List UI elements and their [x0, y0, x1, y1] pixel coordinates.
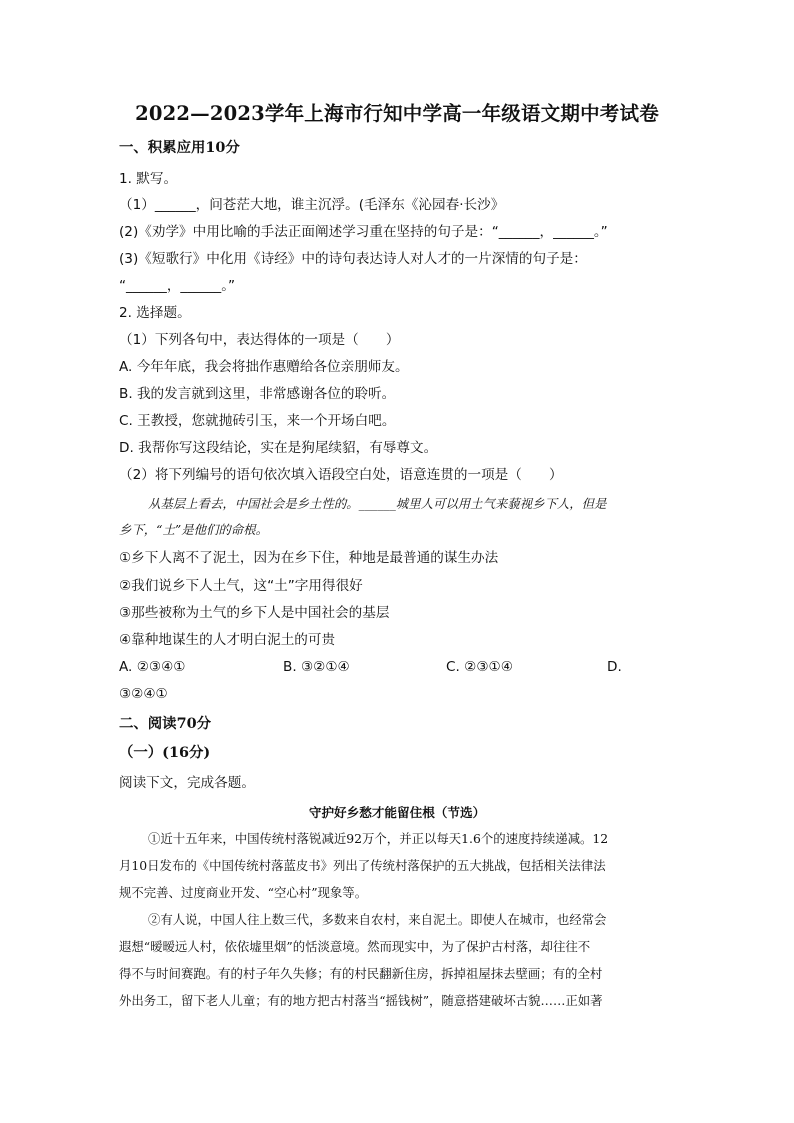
- article-p1-line-1: ①近十五年来，中国传统村落锐减近92万个，并正以每天1.6个的速度持续递减。12: [148, 831, 609, 846]
- q1-line-2: (2)《劝学》中用比喻的手法正面阐述学习重在坚持的句子是：“______，______。”: [119, 224, 608, 240]
- article-title: 守护好乡愁才能留住根（节选）: [308, 805, 486, 820]
- subsection-heading-1: （一）(16分): [119, 744, 211, 761]
- q2-choice-b: B. ③②①④: [283, 659, 350, 675]
- exam-title: 2022—2023学年上海市行知中学高一年级语文期中考试卷: [135, 102, 659, 125]
- reading-instruction: 阅读下文，完成各题。: [119, 775, 255, 791]
- q2-sentence-2: ②我们说乡下人土气，这“土”字用得很好: [119, 578, 363, 594]
- article-p1-line-3: 规不完善、过度商业开发、“空心村”现象等。: [119, 885, 368, 900]
- q1-line-3: (3)《短歌行》中化用《诗经》中的诗句表达诗人对人才的一片深情的句子是：: [119, 251, 587, 267]
- article-p2-line-2: 遐想“暧暧远人村，依依墟里烟”的恬淡意境。然而现实中，为了保护古村落，却往往不: [119, 939, 591, 954]
- q2-sentence-3: ③那些被称为土气的乡下人是中国社会的基层: [119, 605, 390, 621]
- q2-choice-a: A. ②③④①: [119, 659, 186, 675]
- q2-sub1: （1）下列各句中，表达得体的一项是（ ）: [119, 332, 400, 348]
- q1-line-1: （1）______，问苍茫大地，谁主沉浮。(毛泽东《沁园春·长沙》: [119, 197, 505, 213]
- section-heading-reading: 二、阅读70分: [119, 715, 211, 732]
- q2-stem: 2. 选择题。: [119, 305, 191, 321]
- q1-line-4: “______，______。”: [119, 278, 236, 294]
- article-p2-line-4: 外出务工，留下老人儿童；有的地方把古村落当“摇钱树”，随意搭建破坏古貌……正如著: [119, 993, 603, 1008]
- section-heading-accumulation: 一、积累应用10分: [119, 139, 240, 156]
- q2-choice-c: C. ②③①④: [446, 659, 513, 675]
- q2-sub2: （2）将下列编号的语句依次填入语段空白处，语意连贯的一项是（ ）: [119, 467, 563, 483]
- q2-option-d: D. 我帮你写这段结论，实在是狗尾续貂，有辱尊文。: [119, 440, 438, 456]
- q2-choice-d-value: ③②④①: [119, 686, 168, 702]
- q2-choice-d: D.: [607, 659, 622, 675]
- q2-option-b: B. 我的发言就到这里，非常感谢各位的聆听。: [119, 386, 396, 402]
- q2-passage-line-1: 从基层上看去，中国社会是乡土性的。______城里人可以用土气来藐视乡下人，但是: [148, 496, 607, 511]
- q2-option-a: A. 今年年底，我会将拙作惠赠给各位亲朋师友。: [119, 359, 409, 375]
- q1-stem: 1. 默写。: [119, 171, 178, 187]
- q2-option-c: C. 王教授，您就抛砖引玉，来一个开场白吧。: [119, 413, 396, 429]
- article-p2-line-3: 得不与时间赛跑。有的村子年久失修；有的村民翻新住房，拆掉祖屋抹去壁画；有的全村: [119, 966, 603, 981]
- q2-passage-line-2: 乡下，“土”是他们的命根。: [119, 522, 268, 537]
- q2-sentence-4: ④靠种地谋生的人才明白泥土的可贵: [119, 632, 336, 648]
- article-p2-line-1: ②有人说，中国人往上数三代，多数来自农村，来自泥土。即使人在城市，也经常会: [148, 912, 607, 927]
- article-p1-line-2: 月10日发布的《中国传统村落蓝皮书》列出了传统村落保护的五大挑战，包括相关法律法: [119, 858, 606, 873]
- q2-sentence-1: ①乡下人离不了泥土，因为在乡下住，种地是最普通的谋生办法: [119, 550, 499, 566]
